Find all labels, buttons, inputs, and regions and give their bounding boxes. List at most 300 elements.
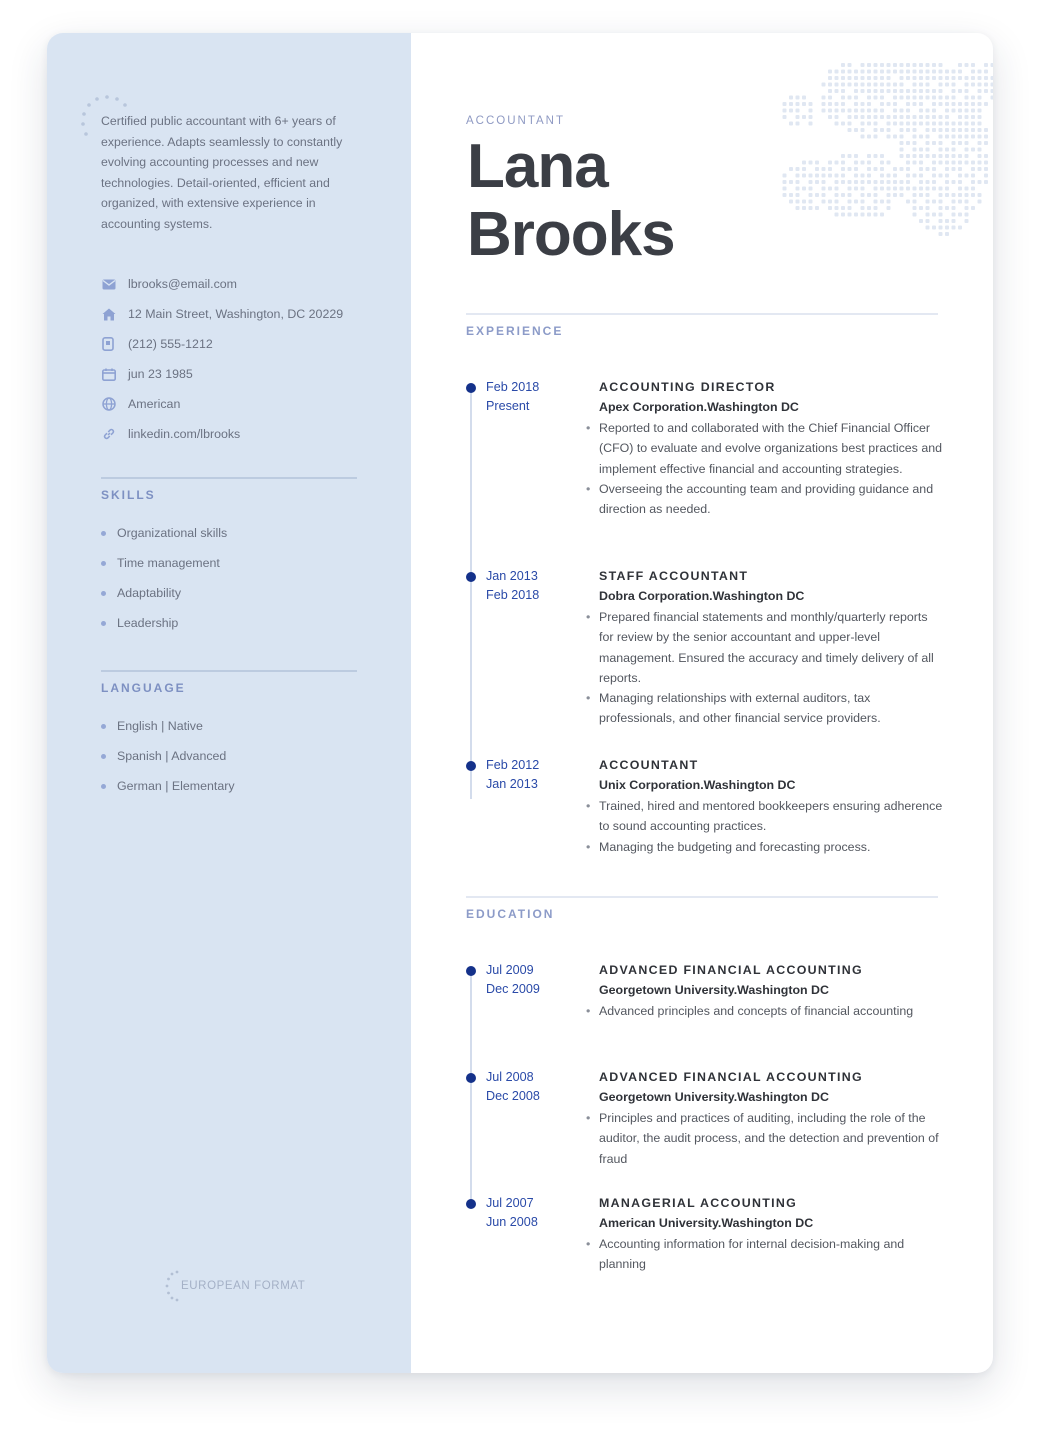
map-dot [887, 89, 891, 93]
map-dot [835, 200, 839, 204]
end-date: Jan 2013 [486, 777, 538, 791]
course-title: MANAGERIAL ACCOUNTING [599, 1196, 798, 1210]
map-dot [796, 109, 800, 113]
map-dot [874, 83, 878, 87]
map-dot [796, 174, 800, 178]
map-dot [789, 193, 793, 197]
map-dot [867, 76, 871, 80]
map-dot [789, 180, 793, 184]
map-dot [848, 128, 852, 132]
map-dot [926, 70, 930, 74]
map-dot [952, 154, 956, 158]
language-label: Spanish | Advanced [117, 749, 227, 763]
entry-body [599, 1194, 944, 1275]
map-dot [789, 122, 793, 126]
map-dot [848, 115, 852, 119]
map-dot [978, 83, 982, 87]
map-dot [835, 89, 839, 93]
start-date: Jul 2009 [486, 963, 534, 977]
map-dot [828, 109, 832, 113]
map-dot [900, 109, 904, 113]
bullet-dot [101, 784, 106, 789]
map-dot [932, 102, 936, 106]
map-dot [978, 148, 982, 152]
map-dot [874, 167, 878, 171]
entry-body [599, 567, 944, 729]
map-dot [978, 161, 982, 165]
map-dot [874, 109, 878, 113]
map-dot [809, 180, 813, 184]
contact-nationality [102, 389, 362, 419]
map-dot [913, 141, 917, 145]
map-dot [945, 167, 949, 171]
map-dot [796, 122, 800, 126]
map-dot [841, 193, 845, 197]
map-dot [841, 161, 845, 165]
world-map-dots-icon [737, 33, 993, 273]
map-dot [880, 70, 884, 74]
map-dot [835, 115, 839, 119]
map-dot [861, 109, 865, 113]
bullet-list [599, 1234, 944, 1275]
map-dot [971, 167, 975, 171]
map-dot [984, 135, 988, 139]
map-dot [867, 109, 871, 113]
language-heading: LANGUAGE [101, 681, 186, 695]
language-item [101, 741, 361, 771]
map-dot [796, 200, 800, 204]
map-dot [893, 193, 897, 197]
contact-email[interactable] [102, 269, 362, 299]
experience-timeline [470, 389, 472, 799]
map-dot [913, 128, 917, 132]
map-dot [861, 193, 865, 197]
map-dot [867, 70, 871, 74]
mail-icon [102, 279, 128, 290]
map-dot [965, 161, 969, 165]
map-dot [952, 213, 956, 217]
map-dot [945, 102, 949, 106]
map-dot [906, 63, 910, 67]
map-dot [796, 180, 800, 184]
sidebar [47, 33, 411, 1373]
map-dot [809, 206, 813, 210]
map-dot [913, 96, 917, 100]
map-dot [958, 226, 962, 230]
bullet-item: • Advanced principles and concepts of financial accounting [599, 1001, 944, 1021]
map-dot [926, 148, 930, 152]
map-dot [926, 83, 930, 87]
map-dot [815, 206, 819, 210]
map-dot [978, 115, 982, 119]
map-dot [939, 213, 943, 217]
bullet-item: • Principles and practices of auditing, including the role of the auditor, the audit process, and the detection and prevention of fraud [599, 1108, 944, 1169]
map-dot [880, 174, 884, 178]
map-dot [939, 206, 943, 210]
map-dot [978, 122, 982, 126]
location: Washington DC [737, 1090, 829, 1104]
map-dot [965, 206, 969, 210]
map-dot [919, 102, 923, 106]
map-dot [796, 187, 800, 191]
map-dot [906, 141, 910, 145]
map-dot [854, 213, 858, 217]
map-dot [965, 154, 969, 158]
map-dot [913, 161, 917, 165]
organization: Unix Corporation.Washington DC [599, 778, 796, 792]
map-dot [828, 187, 832, 191]
map-dot [893, 89, 897, 93]
end-date: Present [486, 399, 530, 413]
map-dot [828, 200, 832, 204]
map-dot [848, 193, 852, 197]
map-dot [971, 102, 975, 106]
course-title: ADVANCED FINANCIAL ACCOUNTING [599, 963, 863, 977]
map-dot [802, 115, 806, 119]
map-dot [978, 76, 982, 80]
map-dot [958, 180, 962, 184]
map-dot [932, 141, 936, 145]
map-dot [958, 109, 962, 113]
map-dot [822, 174, 826, 178]
map-dot [835, 187, 839, 191]
map-dot [887, 174, 891, 178]
map-dot [906, 89, 910, 93]
education-timeline [470, 971, 472, 1203]
entry-dates [486, 961, 586, 999]
map-dot [965, 219, 969, 223]
map-dot [822, 102, 826, 106]
map-dot [939, 122, 943, 126]
map-dot [939, 226, 943, 230]
map-dot [939, 174, 943, 178]
location: Washington DC [707, 400, 799, 414]
map-dot [978, 96, 982, 100]
map-dot [887, 63, 891, 67]
map-dot [854, 109, 858, 113]
map-dot [984, 76, 988, 80]
map-dot [984, 167, 988, 171]
map-dot [848, 154, 852, 158]
map-dot [984, 174, 988, 178]
map-dot [939, 135, 943, 139]
map-dot [893, 135, 897, 139]
map-dot [867, 63, 871, 67]
map-dot [939, 102, 943, 106]
map-dot [861, 135, 865, 139]
map-dot [971, 109, 975, 113]
map-dot [783, 115, 787, 119]
map-dot [874, 187, 878, 191]
map-dot [984, 128, 988, 132]
map-dot [900, 128, 904, 132]
map-dot [958, 200, 962, 204]
map-dot [854, 200, 858, 204]
map-dot [913, 122, 917, 126]
map-dot [906, 102, 910, 106]
map-dot [971, 96, 975, 100]
last-name: Brooks [467, 200, 675, 269]
map-dot [945, 70, 949, 74]
map-dot [906, 128, 910, 132]
map-dot [802, 174, 806, 178]
map-dot [978, 193, 982, 197]
map-dot [965, 141, 969, 145]
map-dot [880, 200, 884, 204]
bullet-dot [101, 591, 106, 596]
map-dot [874, 96, 878, 100]
map-dot [874, 128, 878, 132]
map-dot [919, 219, 923, 223]
map-dot [984, 154, 988, 158]
company-name: Apex Corporation [599, 400, 704, 414]
map-dot [913, 76, 917, 80]
map-dot [926, 219, 930, 223]
map-dot [965, 200, 969, 204]
map-dot [815, 180, 819, 184]
profile-summary: Certified public accountant with 6+ years of experience. Adapts seamlessly to constantly evolving accounting processes and new technologies. Detail-oriented, efficient and organized, with extensive experience in accounting systems. [101, 114, 343, 231]
map-dot [835, 76, 839, 80]
map-dot [913, 135, 917, 139]
map-dot [958, 187, 962, 191]
map-dot [809, 174, 813, 178]
map-dot [932, 128, 936, 132]
map-dot [952, 76, 956, 80]
map-dot [939, 200, 943, 204]
skill-item [101, 548, 361, 578]
map-dot [789, 109, 793, 113]
map-dot [893, 96, 897, 100]
map-dot [932, 109, 936, 113]
map-dot [835, 109, 839, 113]
map-dot [802, 102, 806, 106]
map-dot [880, 128, 884, 132]
location: Washington DC [737, 983, 829, 997]
map-dot [867, 167, 871, 171]
role-title: ACCOUNTANT [599, 758, 699, 772]
contact-address [102, 299, 362, 329]
map-dot [900, 63, 904, 67]
school-name: American University [599, 1216, 718, 1230]
map-dot [919, 187, 923, 191]
map-dot [809, 109, 813, 113]
contact-phone[interactable] [102, 329, 362, 359]
map-dot [939, 89, 943, 93]
map-dot [978, 135, 982, 139]
map-dot [932, 63, 936, 67]
map-dot [906, 161, 910, 165]
map-dot [952, 180, 956, 184]
map-dot [932, 115, 936, 119]
globe-icon [102, 397, 128, 411]
map-dot [854, 128, 858, 132]
map-dot [971, 70, 975, 74]
map-dot [861, 174, 865, 178]
map-dot [913, 148, 917, 152]
map-dot [835, 206, 839, 210]
entry-body [599, 378, 944, 519]
map-dot [984, 102, 988, 106]
map-dot [971, 148, 975, 152]
map-dot [971, 206, 975, 210]
map-dot [900, 167, 904, 171]
map-dot [965, 115, 969, 119]
map-dot [867, 154, 871, 158]
map-dot [952, 122, 956, 126]
map-dot [887, 102, 891, 106]
map-dot [965, 76, 969, 80]
timeline-dot [466, 761, 476, 771]
map-dot [900, 193, 904, 197]
map-dot [900, 122, 904, 126]
map-dot [919, 76, 923, 80]
start-date: Jul 2008 [486, 1070, 534, 1084]
bullet-item: • Reported to and collaborated with the Chief Financial Officer (CFO) to evaluate and evolve organizations best practices and implement effective financial and accounting strategies. [599, 418, 944, 479]
map-dot [809, 187, 813, 191]
map-dot [919, 161, 923, 165]
map-dot [958, 167, 962, 171]
map-dot [906, 187, 910, 191]
main-content [411, 33, 993, 1373]
map-dot [952, 226, 956, 230]
map-dot [848, 109, 852, 113]
map-dot [854, 154, 858, 158]
map-dot [939, 161, 943, 165]
map-dot [978, 141, 982, 145]
map-dot [802, 187, 806, 191]
map-dot [900, 154, 904, 158]
map-dot [874, 70, 878, 74]
map-dot [978, 180, 982, 184]
map-dot [861, 70, 865, 74]
map-dot [854, 115, 858, 119]
entry-dates [486, 567, 586, 605]
contact-birthdate-text: jun 23 1985 [128, 367, 193, 381]
map-dot [984, 83, 988, 87]
map-dot [867, 161, 871, 165]
map-dot [822, 193, 826, 197]
map-dot [874, 154, 878, 158]
map-dot [965, 128, 969, 132]
map-dot [913, 115, 917, 119]
map-dot [971, 135, 975, 139]
map-dot [861, 161, 865, 165]
organization: Apex Corporation.Washington DC [599, 400, 799, 414]
map-dot [926, 109, 930, 113]
contact-list [102, 269, 362, 449]
map-dot [841, 96, 845, 100]
map-dot [958, 122, 962, 126]
bullet-list [599, 607, 944, 729]
first-name: Lana [467, 132, 608, 201]
map-dot [926, 200, 930, 204]
map-dot [965, 122, 969, 126]
contact-phone-text: (212) 555-1212 [128, 337, 213, 351]
map-dot [854, 174, 858, 178]
map-dot [906, 115, 910, 119]
map-dot [841, 167, 845, 171]
map-dot [867, 135, 871, 139]
map-dot [965, 109, 969, 113]
map-dot [841, 83, 845, 87]
map-dot [919, 180, 923, 184]
map-dot [945, 206, 949, 210]
map-dot [900, 135, 904, 139]
map-dot [978, 154, 982, 158]
timeline-dot [466, 966, 476, 976]
map-dot [945, 96, 949, 100]
map-dot [913, 213, 917, 217]
map-dot [991, 89, 994, 93]
map-dot [906, 70, 910, 74]
map-dot [971, 122, 975, 126]
map-dot [939, 232, 943, 236]
map-dot [809, 115, 813, 119]
company-name: Unix Corporation [599, 778, 701, 792]
map-dot [880, 89, 884, 93]
map-dot [783, 102, 787, 106]
map-dot [952, 193, 956, 197]
map-dot [828, 96, 832, 100]
map-dot [906, 200, 910, 204]
map-dot [880, 187, 884, 191]
contact-linkedin[interactable] [102, 419, 362, 449]
map-dot [887, 200, 891, 204]
map-dot [848, 206, 852, 210]
map-dot [874, 63, 878, 67]
map-dot [913, 83, 917, 87]
map-dot [887, 187, 891, 191]
map-dot [958, 135, 962, 139]
map-dot [835, 70, 839, 74]
map-dot [887, 83, 891, 87]
map-dot [971, 128, 975, 132]
map-dot [932, 96, 936, 100]
end-date: Dec 2008 [486, 1089, 540, 1103]
map-dot [971, 76, 975, 80]
map-dot [861, 128, 865, 132]
bullet-item: • Accounting information for internal decision-making and planning [599, 1234, 944, 1275]
map-dot [874, 206, 878, 210]
home-icon [102, 308, 128, 321]
map-dot [835, 83, 839, 87]
map-dot [900, 76, 904, 80]
map-dot [854, 102, 858, 106]
european-format-label: EUROPEAN FORMAT [181, 1280, 306, 1292]
map-dot [900, 141, 904, 145]
map-dot [926, 76, 930, 80]
bullet-dot [101, 621, 106, 626]
location: Washington DC [712, 589, 805, 603]
map-dot [906, 96, 910, 100]
map-dot [815, 193, 819, 197]
map-dot [848, 122, 852, 126]
map-dot [783, 187, 787, 191]
timeline-dot [466, 1199, 476, 1209]
map-dot [932, 213, 936, 217]
map-dot [932, 70, 936, 74]
map-dot [802, 200, 806, 204]
map-dot [984, 63, 988, 67]
map-dot [809, 102, 813, 106]
eu-stars-icon [165, 1269, 179, 1303]
map-dot [835, 180, 839, 184]
map-dot [867, 122, 871, 126]
map-dot [841, 70, 845, 74]
map-dot [783, 109, 787, 113]
location: Washington DC [721, 1216, 814, 1230]
map-dot [861, 180, 865, 184]
